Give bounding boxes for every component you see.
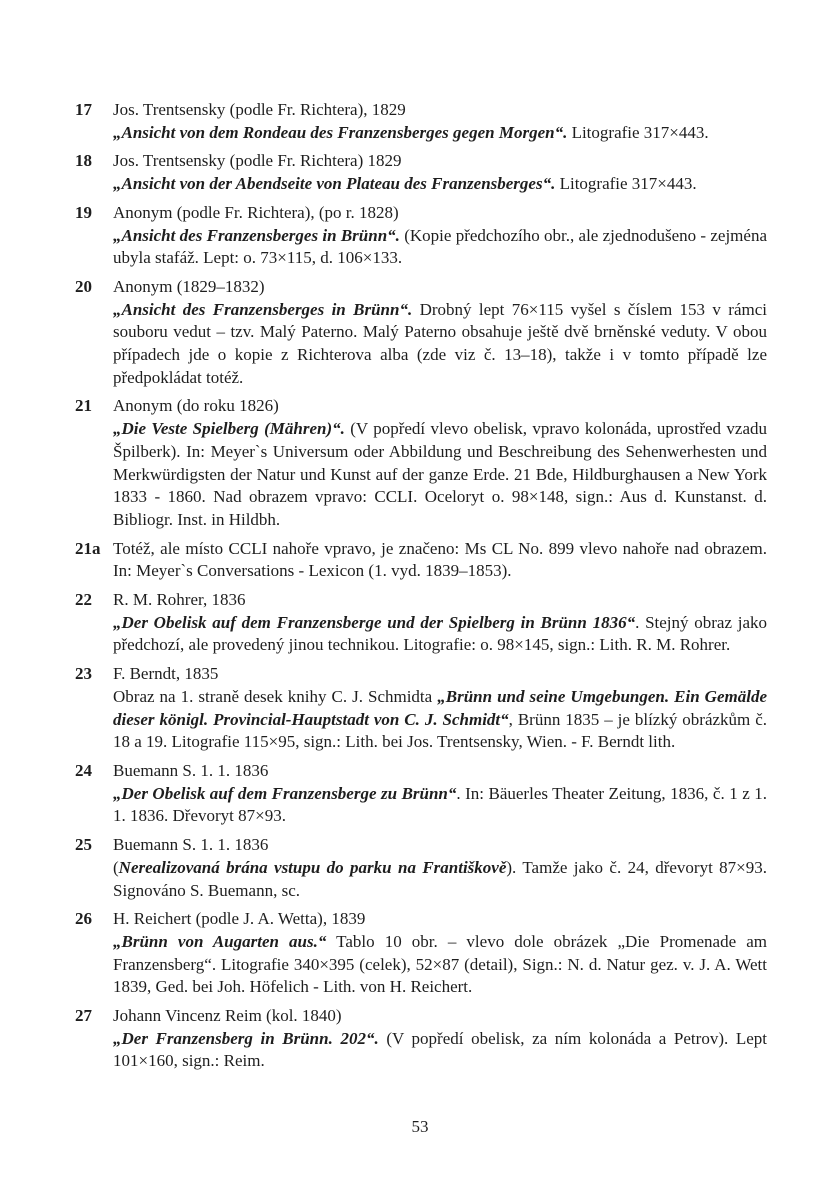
entry-number: 27 <box>75 1006 92 1026</box>
entry-title: „Ansicht des Franzensberges in Brünn“. <box>113 225 400 245</box>
entry-text: (V popředí obelisk, za ním kolonáda a Petrov). Lept 101×160, sign.: Reim. <box>113 1028 767 1071</box>
entry-author-line: H. Reichert (podle J. A. Wetta), 1839 <box>113 909 366 929</box>
entry-title: „Brünn und seine Umgebungen. Ein Gemälde dieser königl. Provincial-Hauptstadt von C. J. Schmidt“ <box>113 686 767 729</box>
entry-number: 18 <box>75 151 92 171</box>
entry-body <box>113 99 767 144</box>
catalog-entry-23 <box>75 663 767 754</box>
entry-text: ). Tamže jako č. 24, dřevoryt 87×93. Signováno S. Buemann, sc. <box>113 857 768 900</box>
entry-title: Nerealizovaná brána vstupu do parku na Františkově <box>118 857 507 877</box>
entry-description <box>113 173 767 196</box>
entry-number: 22 <box>75 590 92 610</box>
catalog-entry-18 <box>75 150 767 195</box>
entry-author-line: Johann Vincenz Reim (kol. 1840) <box>113 1006 342 1026</box>
entry-text: , Brünn 1835 – je blízký obrázkům č. 18 a 19. Litografie 115×95, sign.: Lith. bei Jos. Trentsensky, Wien. - F. Berndt lith. <box>113 709 768 752</box>
entry-body <box>113 663 767 754</box>
entry-author-line: Jos. Trentsensky (podle Fr. Richtera), 1829 <box>113 100 406 119</box>
entry-text: (Kopie předchozího obr., ale zjednodušeno - zejména ubyla stafáž. Lept: o. 73×115, d. 106×133. <box>113 225 767 268</box>
entry-body <box>113 395 767 531</box>
entry-author-line: Buemann S. 1. 1. 1836 <box>113 760 269 780</box>
catalog-entry-21 <box>75 395 767 531</box>
entry-description <box>113 686 767 754</box>
entry-body <box>113 908 767 999</box>
entry-description <box>113 225 767 270</box>
entry-body <box>113 834 767 902</box>
entry-number: 23 <box>75 664 92 684</box>
entry-body <box>113 538 767 583</box>
entry-description <box>113 538 767 583</box>
entry-body <box>113 589 767 657</box>
page-footer <box>0 1116 840 1139</box>
entry-text: Litografie 317×443. <box>567 122 709 142</box>
catalog-entry-21a <box>75 538 767 583</box>
entry-number: 21a <box>75 538 101 558</box>
entry-title: „Brünn von Augarten aus.“ <box>113 931 327 951</box>
catalog-entry-22 <box>75 589 767 657</box>
entry-number: 26 <box>75 909 92 929</box>
entry-number: 24 <box>75 760 92 780</box>
entry-text: Drobný lept 76×115 vyšel s číslem 153 v rámci souboru vedut – tzv. Malý Paterno. Malý Paterno obsahuje ještě dvě brněnské veduty. V obou případech jde o kopie z Richterova alba (zde viz č. 13–18), takže i v tomto případě lze předpokládat totéž. <box>113 299 767 387</box>
entry-description <box>113 931 767 999</box>
entry-title: „Der Obelisk auf dem Franzensberge zu Brünn“ <box>113 783 457 803</box>
catalog-entry-17 <box>75 99 767 144</box>
entry-body <box>113 1005 767 1073</box>
entry-title: „Der Obelisk auf dem Franzensberge und der Spielberg in Brünn 1836“ <box>113 612 636 632</box>
catalog-entry-25 <box>75 834 767 902</box>
entry-body <box>113 276 767 390</box>
entry-number: 19 <box>75 202 92 222</box>
entry-number: 25 <box>75 835 92 855</box>
entry-text: Totéž, ale místo CCLI nahoře vpravo, je značeno: Ms CL No. 899 vlevo nahoře nad obrazem. In: Meyer`s Conversations - Lexicon (1. vyd. 1839–1853). <box>113 538 767 581</box>
entry-text: . In: Bäuerles Theater Zeitung, 1836, č. 1 z 1. 1. 1836. Dřevoryt 87×93. <box>113 783 767 826</box>
entry-description <box>113 612 767 657</box>
entry-description <box>113 122 767 145</box>
entry-text: . Stejný obraz jako předchozí, ale provedený jinou technikou. Litografie: o. 98×145, sign.: Lith. R. M. Rohrer. <box>113 612 767 655</box>
catalog-entry-19 <box>75 202 767 270</box>
entry-title: „Ansicht von der Abendseite von Plateau des Franzensberges“. <box>113 174 556 194</box>
entry-author-line: Anonym (do roku 1826) <box>113 396 279 416</box>
entry-description <box>113 418 767 532</box>
entry-description <box>113 299 767 390</box>
catalog-entry-24 <box>75 760 767 828</box>
entry-title: „Ansicht von dem Rondeau des Franzensberges gegen Morgen“. <box>113 122 568 142</box>
entry-description <box>113 857 767 902</box>
entry-text: Obraz na 1. straně desek knihy C. J. Schmidta <box>113 686 438 706</box>
entry-author-line: F. Berndt, 1835 <box>113 664 219 684</box>
entry-author-line: R. M. Rohrer, 1836 <box>113 590 246 610</box>
entry-description <box>113 783 767 828</box>
entry-number: 20 <box>75 276 92 296</box>
entry-body <box>113 150 767 195</box>
entry-text: Litografie 317×443. <box>555 174 697 194</box>
entry-text: (V popředí vlevo obelisk, vpravo kolonáda, uprostřed vzadu Špilberk). In: Meyer`s Universum oder Abbildung und Beschreibung des Sehenwerhesten und Merkwürdigsten der Natur und Kunst auf der ganze Erde. 21 Bde, Hildburghausen a New York 1833 - 1860. Nad obrazem vpravo: CCLI. Oceloryt o. 98×148, sign.: Aus d. Kunstanst. d. Bibliogr. Inst. in Hildbh. <box>113 419 767 529</box>
entry-author-line: Anonym (1829–1832) <box>113 276 265 296</box>
entry-text: ( <box>113 857 119 877</box>
entry-author-line: Buemann S. 1. 1. 1836 <box>113 835 269 855</box>
entry-text: Tablo 10 obr. – vlevo dole obrázek „Die Promenade am Franzensberg“. Litografie 340×395 (celek), 52×87 (detail), Sign.: N. d. Natur gez. v. J. A. Wett 1839, Ged. bei Joh. Höfelich - Lith. von H. Reichert. <box>113 931 767 997</box>
entry-body <box>113 202 767 270</box>
entry-author-line: Jos. Trentsensky (podle Fr. Richtera) 1829 <box>113 151 402 171</box>
entry-body <box>113 760 767 828</box>
catalog-entry-27 <box>75 1005 767 1073</box>
entry-title: „Der Franzensberg in Brünn. 202“. <box>113 1028 379 1048</box>
catalog-entry-20 <box>75 276 767 390</box>
entry-author-line: Anonym (podle Fr. Richtera), (po r. 1828) <box>113 202 399 222</box>
entry-title: „Die Veste Spielberg (Mähren)“. <box>113 419 345 439</box>
catalog-entry-26 <box>75 908 767 999</box>
entry-description <box>113 1028 767 1073</box>
entry-title: „Ansicht des Franzensberges in Brünn“. <box>113 299 413 319</box>
page-number: 53 <box>411 1117 429 1136</box>
entry-number: 21 <box>75 396 92 416</box>
entry-number: 17 <box>75 100 92 119</box>
